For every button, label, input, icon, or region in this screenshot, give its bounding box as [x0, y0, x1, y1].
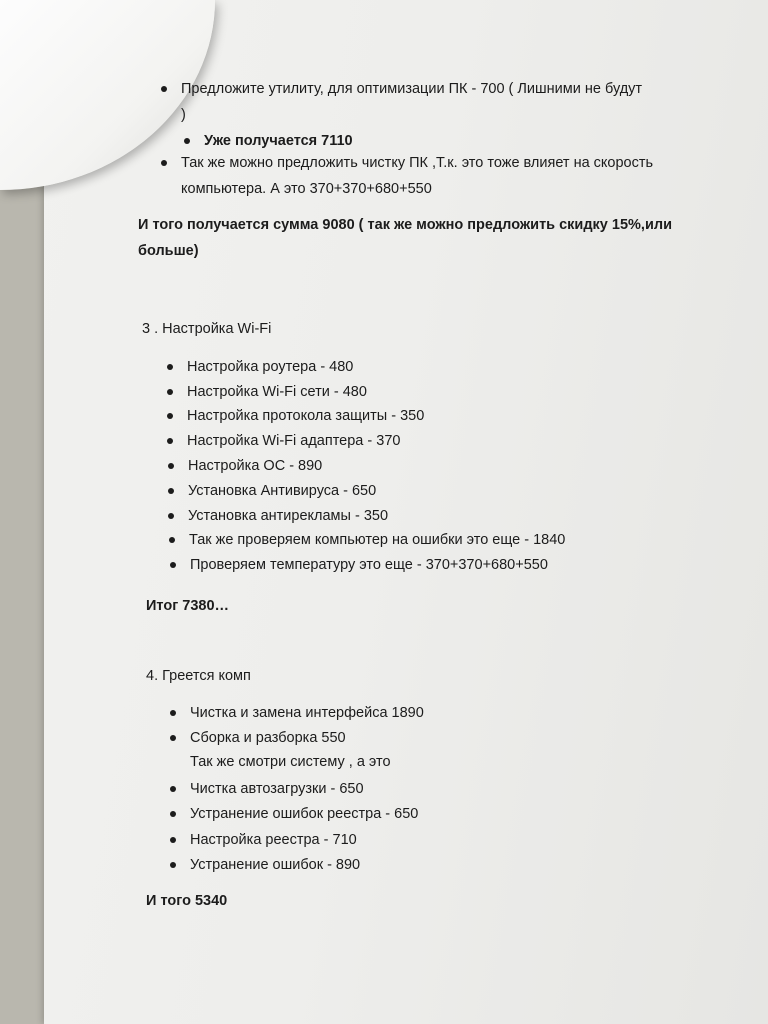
- list-item-continuation: ): [181, 107, 186, 123]
- section-total: И того 5340: [146, 893, 228, 909]
- total-sum: И того получается сумма 9080 ( так же можно предложить скидку 15%,или: [138, 217, 672, 233]
- section-total: Итог 7380…: [146, 598, 230, 614]
- list-item: Настройка ОС - 890: [188, 458, 323, 474]
- list-item: Чистка автозагрузки - 650: [190, 781, 364, 797]
- list-item: Настройка роутера - 480: [187, 359, 354, 375]
- list-item: Настройка протокола защиты - 350: [187, 408, 425, 424]
- list-item: Уже получается 7110: [204, 133, 353, 149]
- section-heading: 3 . Настройка Wi-Fi: [142, 321, 272, 337]
- list-item: Установка антирекламы - 350: [188, 508, 389, 524]
- list-item: Настройка Wi-Fi адаптера - 370: [187, 433, 401, 449]
- list-item-continuation: компьютера. А это 370+370+680+550: [181, 181, 432, 197]
- list-item: Сборка и разборка 550: [190, 730, 346, 746]
- list-item: Чистка и замена интерфейса 1890: [190, 705, 424, 721]
- list-item: Устранение ошибок - 890: [190, 857, 361, 873]
- section-heading: 4. Греется комп: [146, 668, 251, 684]
- list-item: Настройка реестра - 710: [190, 832, 357, 848]
- list-item: Установка Антивируса - 650: [188, 483, 377, 499]
- list-item: Так же можно предложить чистку ПК ,Т.к. это тоже влияет на скорость: [181, 155, 654, 171]
- total-sum-continuation: больше): [138, 243, 199, 259]
- list-item: Устранение ошибок реестра - 650: [190, 806, 419, 822]
- list-item: Предложите утилиту, для оптимизации ПК - 700 ( Лишними не будут: [181, 81, 643, 97]
- list-item: Проверяем температуру это еще - 370+370+680+550: [190, 557, 548, 573]
- list-item: Так же проверяем компьютер на ошибки это еще - 1840: [189, 532, 566, 548]
- list-item: Настройка Wi-Fi сети - 480: [187, 384, 367, 400]
- note-text: Так же смотри систему , а это: [190, 754, 391, 770]
